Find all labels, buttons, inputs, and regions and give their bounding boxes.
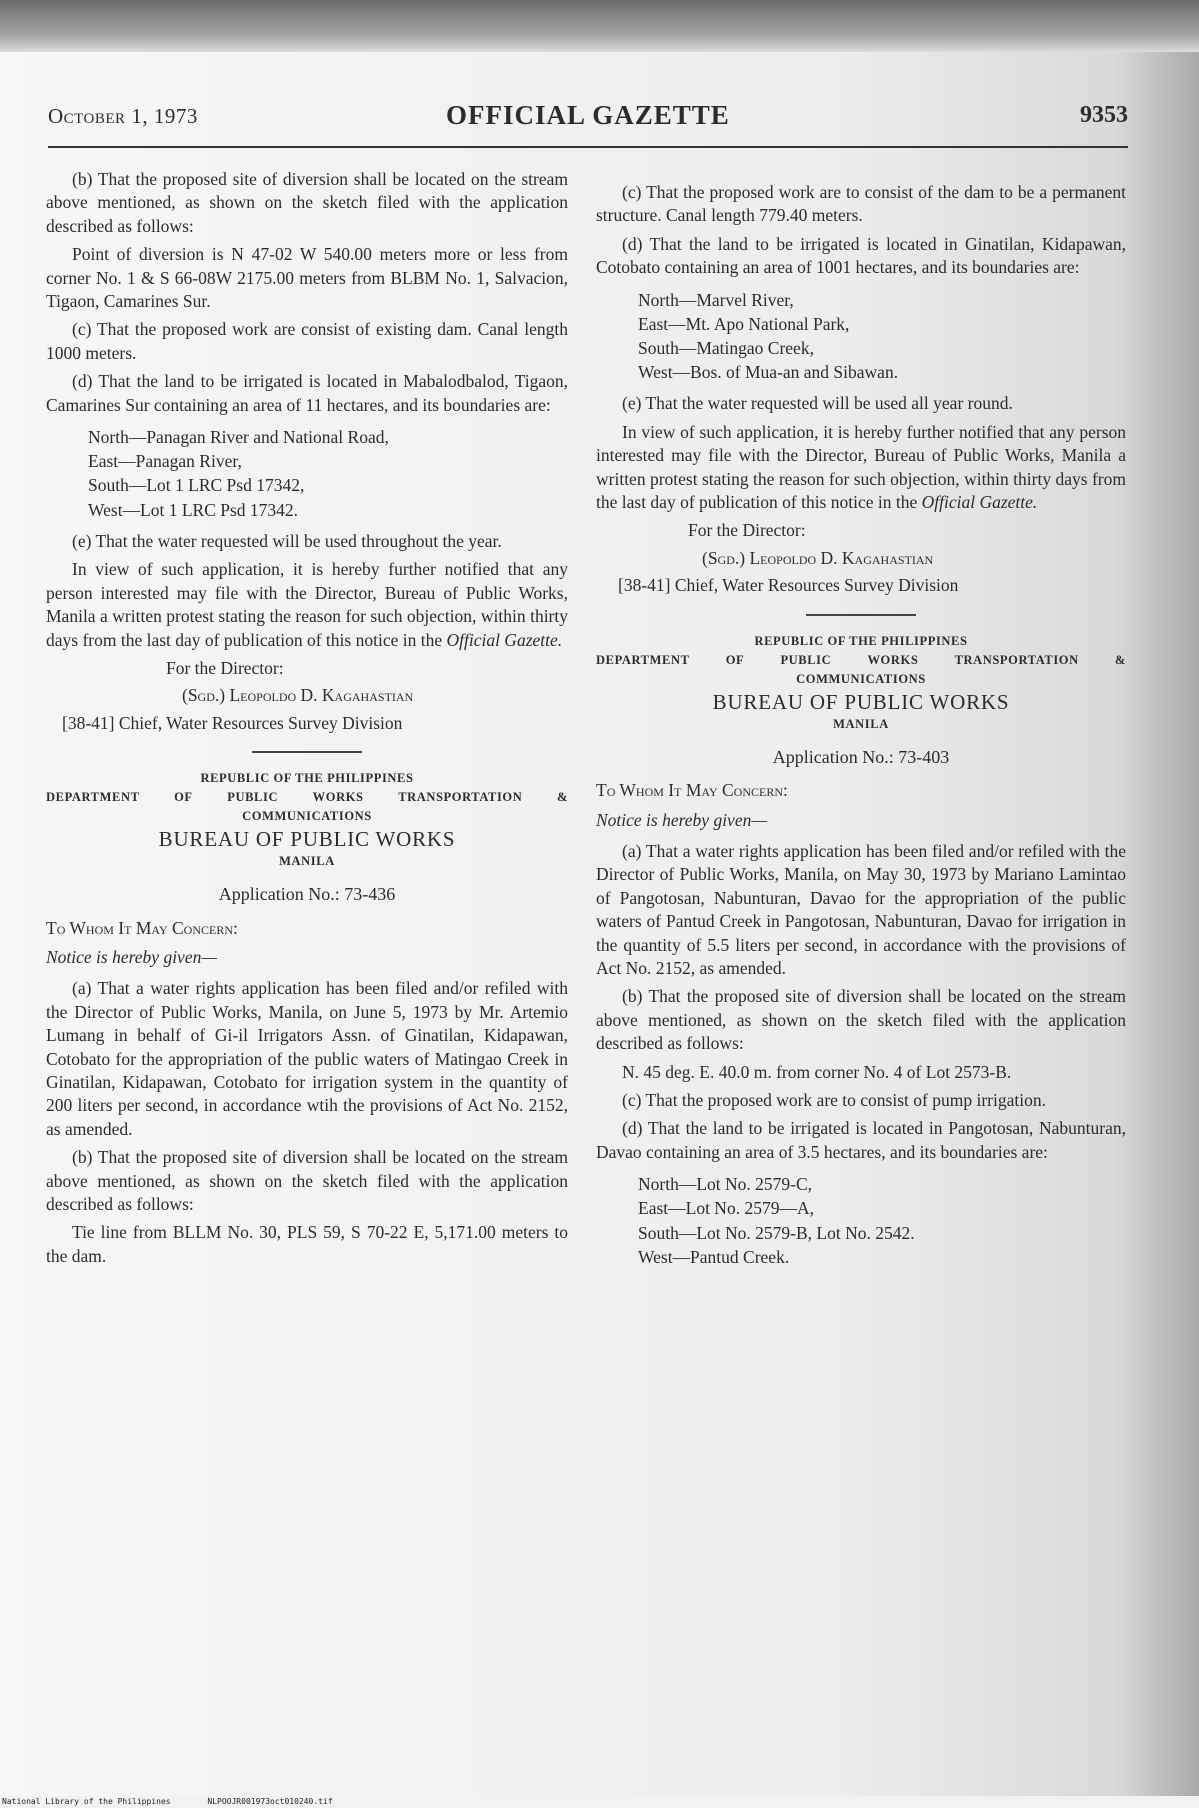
paragraph: (b) That the proposed site of diversion shall be located on the stream above mentioned, as shown on the sketch filed with the application described as follows: xyxy=(46,1147,568,1214)
paragraph: (c) That the proposed work are to consist of pump irrigation. xyxy=(622,1089,1046,1110)
list-item: North—Lot No. 2579-C, xyxy=(638,1174,813,1195)
agency-word: OF xyxy=(174,790,193,805)
gazette-name: Official Gazette. xyxy=(921,492,1038,513)
agency-communications: COMMUNICATIONS xyxy=(796,671,926,686)
bureau-city: MANILA xyxy=(833,716,889,731)
page-number: 9353 xyxy=(1080,102,1128,128)
list-item: South—Lot 1 LRC Psd 17342, xyxy=(88,475,305,496)
page-header xyxy=(48,100,1128,140)
scan-footer xyxy=(0,1796,1199,1808)
boundaries-list xyxy=(46,425,568,522)
list-item: South—Lot No. 2579-B, Lot No. 2542. xyxy=(638,1222,915,1243)
paragraph: (a) That a water rights application has been filed and/or refiled with the Director of Public Works, Manila, on May 30, 1973 by Mariano Lamintao of Pangotosan, Nabunturan, Davao for the appropriation of the public waters of Pantud Creek in Pangotosan, Nabunturan, Davao for irrigation in the quantity of 5.5 liters per second, in accordance with the provisions of Act No. 2152, as amended. xyxy=(596,840,1126,978)
paragraph: N. 45 deg. E. 40.0 m. from corner No. 4 of Lot 2573-B. xyxy=(622,1061,1012,1082)
bureau-name: BUREAU OF PUBLIC WORKS xyxy=(712,689,1010,714)
paragraph xyxy=(46,558,568,652)
signatory: (Sgd.) Leopoldo D. Kagahastian xyxy=(702,547,934,568)
for-director: For the Director: xyxy=(166,657,284,678)
notice-heading: Notice is hereby given— xyxy=(46,946,217,967)
bureau-name: BUREAU OF PUBLIC WORKS xyxy=(158,827,456,852)
list-item: East—Panagan River, xyxy=(88,451,242,472)
section-divider xyxy=(252,751,362,753)
paragraph: (e) That the water requested will be used all year round. xyxy=(622,393,1013,414)
paragraph: (c) That the proposed work are consist of existing dam. Canal length 1000 meters. xyxy=(46,319,568,363)
scan-filename: NLPOOJR001973oct010240.tif xyxy=(207,1797,333,1806)
paragraph: (b) That the proposed site of diversion shall be located on the stream above mentioned, as shown on the sketch filed with the application described as follows: xyxy=(596,986,1126,1054)
for-director: For the Director: xyxy=(688,520,806,541)
list-item: North—Panagan River and National Road, xyxy=(88,427,389,448)
gazette-name: Official Gazette. xyxy=(446,629,563,650)
boundaries-list xyxy=(596,1172,1126,1269)
application-number: Application No.: 73-403 xyxy=(772,746,950,767)
signatory-title: [38-41] Chief, Water Resources Survey Division xyxy=(62,712,403,733)
application-number: Application No.: 73-436 xyxy=(218,884,396,905)
bureau-city: MANILA xyxy=(279,854,335,869)
salutation: To Whom It May Concern: xyxy=(596,780,788,801)
agency-word: WORKS xyxy=(312,790,364,805)
list-item: East—Lot No. 2579—A, xyxy=(638,1198,814,1219)
agency-word: OF xyxy=(725,652,745,667)
agency-word: & xyxy=(1114,652,1126,667)
list-item: West—Bos. of Mua-an and Sibawan. xyxy=(638,362,899,383)
notice-heading: Notice is hereby given— xyxy=(596,809,767,830)
library-credit: National Library of the Philippines xyxy=(2,1797,171,1806)
issue-date: October 1, 1973 xyxy=(48,104,198,128)
agency-word: & xyxy=(556,790,568,805)
paragraph: (e) That the water requested will be used throughout the year. xyxy=(72,530,502,551)
list-item: South—Matingao Creek, xyxy=(638,338,814,359)
agency-republic: REPUBLIC OF THE PHILIPPINES xyxy=(200,771,414,786)
agency-word: PUBLIC xyxy=(780,652,832,667)
scan-top-edge xyxy=(0,0,1199,52)
left-column xyxy=(46,168,568,1273)
boundaries-list xyxy=(596,288,1126,385)
header-rule xyxy=(48,146,1128,148)
section-divider xyxy=(806,614,916,616)
agency-department xyxy=(596,651,1126,670)
paragraph: (d) That the land to be irrigated is located in Pangotosan, Nabunturan, Davao containing an area of 3.5 hectares, and its boundaries are: xyxy=(596,1118,1126,1162)
agency-word: DEPARTMENT xyxy=(596,652,690,667)
publication-title: OFFICIAL GAZETTE xyxy=(446,100,730,130)
agency-word: DEPARTMENT xyxy=(46,790,140,805)
paragraph: (b) That the proposed site of diversion shall be located on the stream above mentioned, as shown on the sketch filed with the application described as follows: xyxy=(46,169,568,236)
paragraph: (a) That a water rights application has been filed and/or refiled with the Director of Public Works, Manila, on June 5, 1973 by Mr. Artemio Lumang in behalf of Gi-il Irrigators Assn. of Ginatilan, Kidapawan, Cotobato for the appropriation of the public waters of Matingao Creek in Ginatilan, Kidapawan, Cotobato for irrigation system in the quantity of 200 liters per second, in accordance wtih the provisions of Act No. 2152, as amended. xyxy=(46,978,568,1139)
signatory-title: [38-41] Chief, Water Resources Survey Division xyxy=(618,575,959,596)
agency-word: WORKS xyxy=(867,652,919,667)
agency-republic: REPUBLIC OF THE PHILIPPINES xyxy=(754,633,968,648)
paragraph: Tie line from BLLM No. 30, PLS 59, S 70-22 E, 5,171.00 meters to the dam. xyxy=(46,1222,568,1266)
agency-communications: COMMUNICATIONS xyxy=(242,809,372,824)
paragraph: (c) That the proposed work are to consist of the dam to be a permanent structure. Canal length 779.40 meters. xyxy=(596,182,1126,226)
notice-text: In view of such application, it is hereby further notified that any person interested may file with the Director, Bureau of Public Works, Manila a written protest stating the reason for such objection, within thirty days from the last day of publication of this notice in the xyxy=(596,421,1126,513)
notice-text: In view of such application, it is hereby further notified that any person interested may file with the Director, Bureau of Public Works, Manila a written protest stating the reason for such objection, within thirty days from the last day of publication of this notice in the xyxy=(46,559,568,650)
paragraph: (d) That the land to be irrigated is located in Ginatilan, Kidapawan, Cotobato containing an area of 1001 hectares, and its boundaries are: xyxy=(596,233,1126,278)
list-item: North—Marvel River, xyxy=(638,289,794,310)
agency-word: PUBLIC xyxy=(227,790,279,805)
signatory: (Sgd.) Leopoldo D. Kagahastian xyxy=(182,685,414,706)
agency-department xyxy=(46,788,568,807)
agency-word: TRANSPORTATION xyxy=(954,652,1079,667)
paragraph xyxy=(596,421,1126,515)
list-item: West—Lot 1 LRC Psd 17342. xyxy=(88,499,299,520)
paragraph: (d) That the land to be irrigated is located in Mabalodbalod, Tigaon, Camarines Sur containing an area of 11 hectares, and its boundaries are: xyxy=(46,371,568,415)
agency-word: TRANSPORTATION xyxy=(398,790,523,805)
list-item: West—Pantud Creek. xyxy=(638,1246,790,1267)
paragraph: Point of diversion is N 47-02 W 540.00 meters more or less from corner No. 1 & S 66-08W 2175.00 meters from BLBM No. 1, Salvacion, Tigaon, Camarines Sur. xyxy=(46,244,568,312)
list-item: East—Mt. Apo National Park, xyxy=(638,313,850,334)
salutation: To Whom It May Concern: xyxy=(46,917,238,938)
right-column xyxy=(596,181,1126,1277)
